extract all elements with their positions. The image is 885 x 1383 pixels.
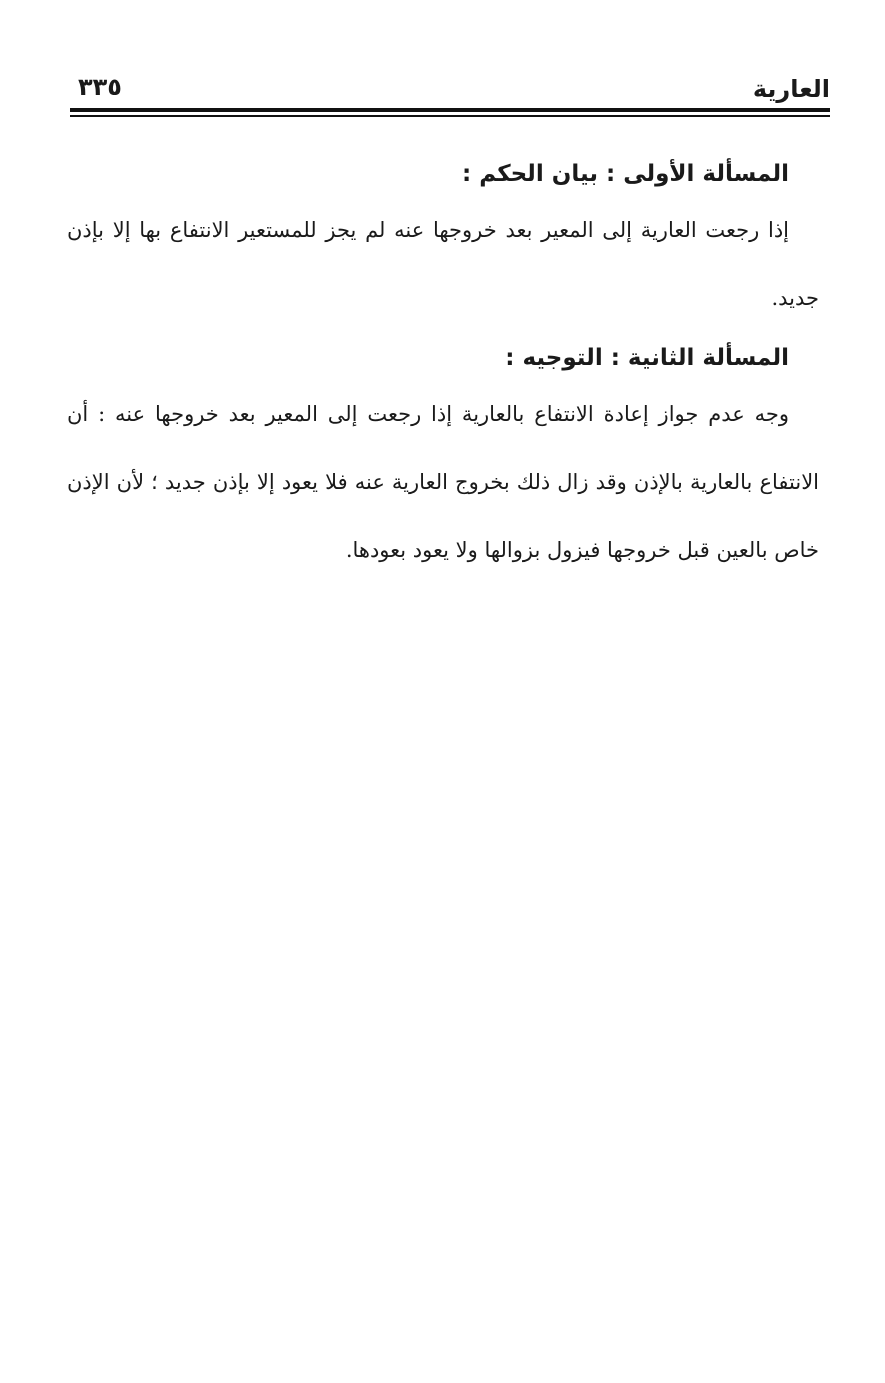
section-heading-ruling: المسألة الأولى : بيان الحكم : — [461, 161, 789, 187]
header-rule-thick — [70, 108, 830, 112]
page-content — [67, 152, 819, 584]
page-number: ٣٣٥ — [78, 73, 122, 101]
running-title: العارية — [752, 75, 830, 103]
section-body-justification: وجه عدم جواز إعادة الانتفاع بالعارية إذا رجعت إلى المعير بعد خروجها عنه : أن الانتفاع بالعارية بالإذن وقد زال ذلك بخروج العارية عنه فلا يعود إلا بإذن جديد ؛ لأن الإذن خاص بالعين قبل خروجها فيزول بزوالها ولا يعود بعودها. — [67, 402, 819, 562]
section-body-ruling: إذا رجعت العارية إلى المعير بعد خروجها عنه لم يجز للمستعير الانتفاع بها إلا بإذن جديد. — [67, 218, 819, 310]
section-heading-justification: المسألة الثانية : التوجيه : — [505, 345, 789, 371]
header-rule-thin — [70, 115, 830, 117]
page-header — [70, 68, 830, 112]
